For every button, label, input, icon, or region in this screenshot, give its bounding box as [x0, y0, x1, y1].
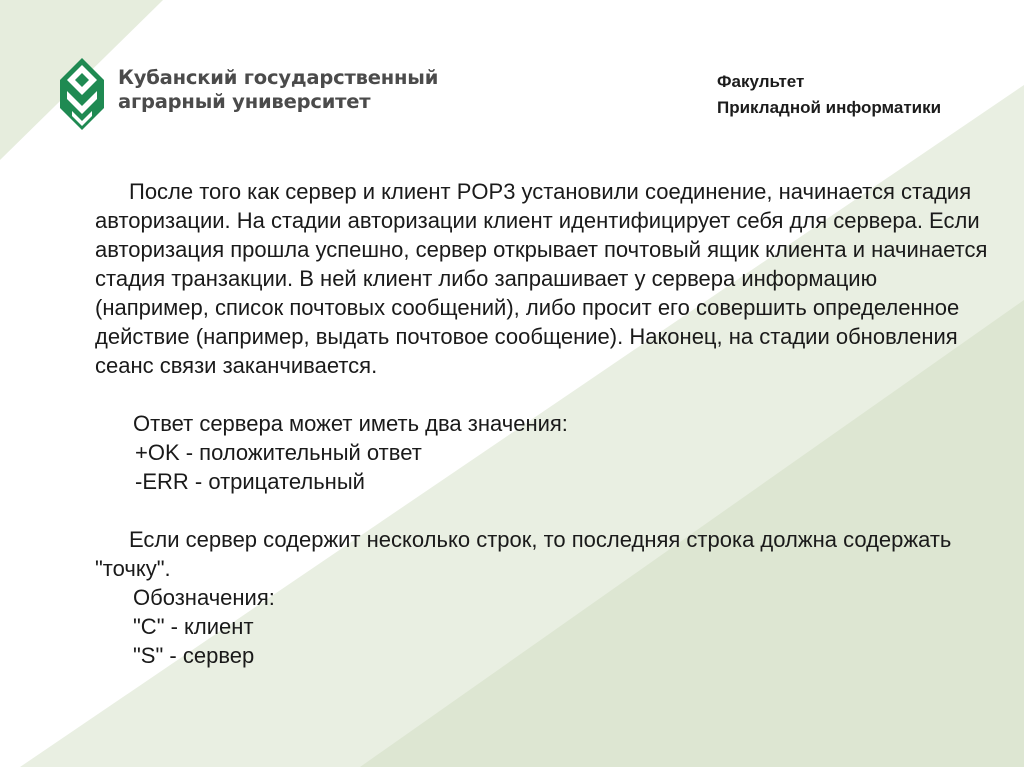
slide-content	[95, 177, 995, 670]
university-name-line1: Кубанский государственный	[118, 66, 439, 89]
paragraph-pop3-stages: После того как сервер и клиент POP3 установили соединение, начинается стадия авторизации. На стадии авторизации клиент идентифицирует себя для сервера. Если авторизация прошла успешно, сервер открывает почтовый ящик клиента и начинается стадия транзакции. В ней клиент либо запрашивает у сервера информацию (например, список почтовых сообщений), либо просит его совершить определенное действие (например, выдать почтовое сообщение). Наконец, на стадии обновления сеанс связи заканчивается.	[95, 179, 988, 378]
faculty-title-line2: Прикладной информатики	[717, 98, 942, 117]
responses-intro: Ответ сервера может иметь два значения:	[133, 411, 568, 436]
response-err: -ERR - отрицательный	[135, 469, 365, 494]
university-logo-icon	[58, 56, 106, 132]
response-ok: +OK - положительный ответ	[135, 440, 422, 465]
faculty-title-line1: Факультет	[717, 72, 805, 91]
notation-server: "S" - сервер	[133, 643, 255, 668]
university-name	[118, 66, 438, 114]
notation-client: "C" - клиент	[133, 614, 254, 639]
paragraph-multiline: Если сервер содержит несколько строк, то последняя строка должна содержать "точку".	[95, 527, 952, 581]
university-name-line2: аграрный университет	[118, 90, 371, 113]
notation-title: Обозначения:	[133, 585, 275, 610]
faculty-title	[717, 69, 941, 121]
